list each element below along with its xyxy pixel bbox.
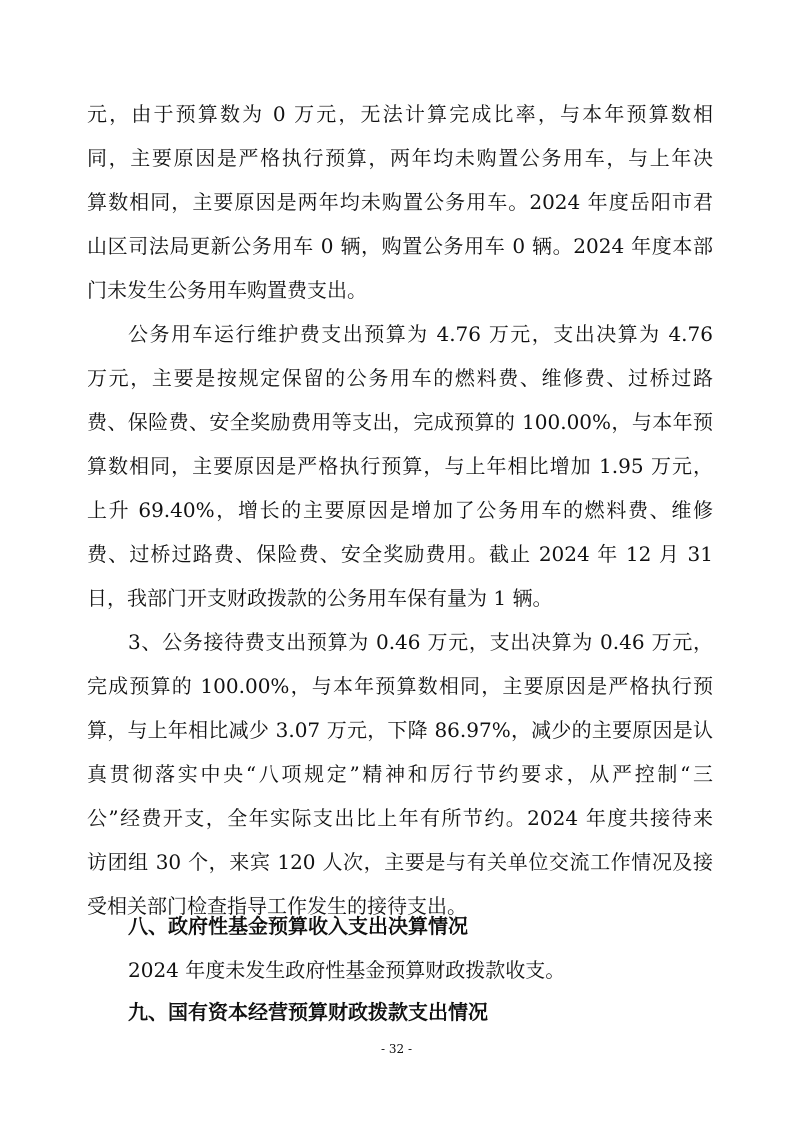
section-heading: 八、政府性基金预算收入支出决算情况 xyxy=(128,914,468,938)
paragraph-first-line: 公务用车运行维护费支出预算为 4.76 万元，支出决算为 4.76 xyxy=(128,322,713,346)
body-line: 山区司法局更新公务用车 0 辆，购置公务用车 0 辆。2024 年度本部 xyxy=(87,234,713,258)
body-line: 真贯彻落实中央“八项规定”精神和厉行节约要求，从严控制“三 xyxy=(87,762,713,786)
body-line: 受相关部门检查指导工作发生的接待支出。 xyxy=(87,894,467,918)
body-line: 费、保险费、安全奖励费用等支出，完成预算的 100.00%，与本年预 xyxy=(87,410,713,434)
body-line: 费、过桥过路费、保险费、安全奖励费用。截止 2024 年 12 月 31 xyxy=(87,542,713,566)
body-line: 算数相同，主要原因是严格执行预算，与上年相比增加 1.95 万元， xyxy=(87,454,713,478)
body-line: 日，我部门开支财政拨款的公务用车保有量为 1 辆。 xyxy=(87,586,553,610)
paragraph-first-line: 3、公务接待费支出预算为 0.46 万元，支出决算为 0.46 万元， xyxy=(128,630,713,654)
body-line: 同，主要原因是严格执行预算，两年均未购置公务用车，与上年决 xyxy=(87,146,713,170)
body-line: 上升 69.40%，增长的主要原因是增加了公务用车的燃料费、维修 xyxy=(87,498,713,522)
body-line: 门未发生公务用车购置费支出。 xyxy=(87,278,367,302)
body-line: 算数相同，主要原因是两年均未购置公务用车。2024 年度岳阳市君 xyxy=(87,190,713,214)
paragraph-first-line: 2024 年度未发生政府性基金预算财政拨款收支。 xyxy=(128,958,566,982)
page-number: - 32 - xyxy=(380,1042,412,1056)
section-heading: 九、国有资本经营预算财政拨款支出情况 xyxy=(128,1000,488,1024)
body-line: 完成预算的 100.00%，与本年预算数相同，主要原因是严格执行预 xyxy=(87,674,713,698)
body-line: 万元，主要是按规定保留的公务用车的燃料费、维修费、过桥过路 xyxy=(87,366,713,390)
body-line: 元，由于预算数为 0 万元，无法计算完成比率，与本年预算数相 xyxy=(87,102,713,126)
body-line: 访团组 30 个，来宾 120 人次，主要是与有关单位交流工作情况及接 xyxy=(87,850,713,874)
body-line: 公”经费开支，全年实际支出比上年有所节约。2024 年度共接待来 xyxy=(87,806,713,830)
body-line: 算，与上年相比减少 3.07 万元，下降 86.97%，减少的主要原因是认 xyxy=(87,718,713,742)
